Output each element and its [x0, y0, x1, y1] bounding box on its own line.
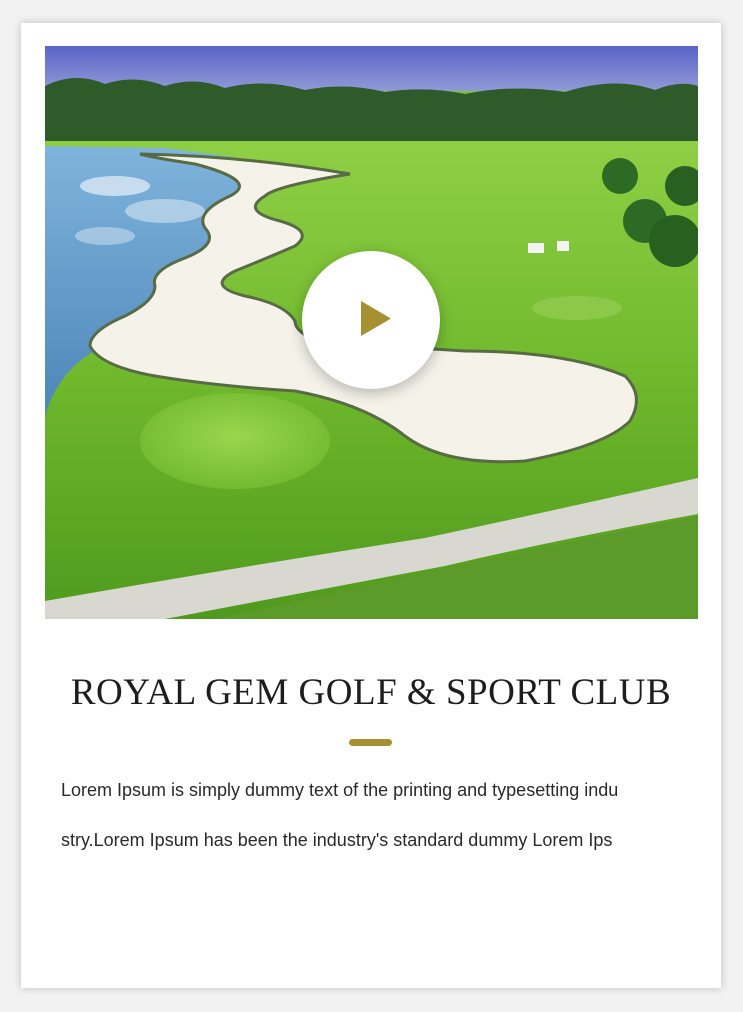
description-line-1: Lorem Ipsum is simply dummy text of the printing and typesetting indu — [61, 780, 619, 800]
description-line-2: stry.Lorem Ipsum has been the industry's standard dummy Lorem Ips — [61, 830, 613, 850]
club-title: ROYAL GEM GOLF & SPORT CLUB — [70, 672, 672, 713]
play-button[interactable] — [302, 251, 440, 389]
video-thumbnail[interactable] — [45, 46, 698, 619]
title-divider — [349, 739, 392, 746]
content-card — [21, 23, 721, 988]
play-icon — [302, 251, 440, 389]
description — [61, 773, 686, 873]
